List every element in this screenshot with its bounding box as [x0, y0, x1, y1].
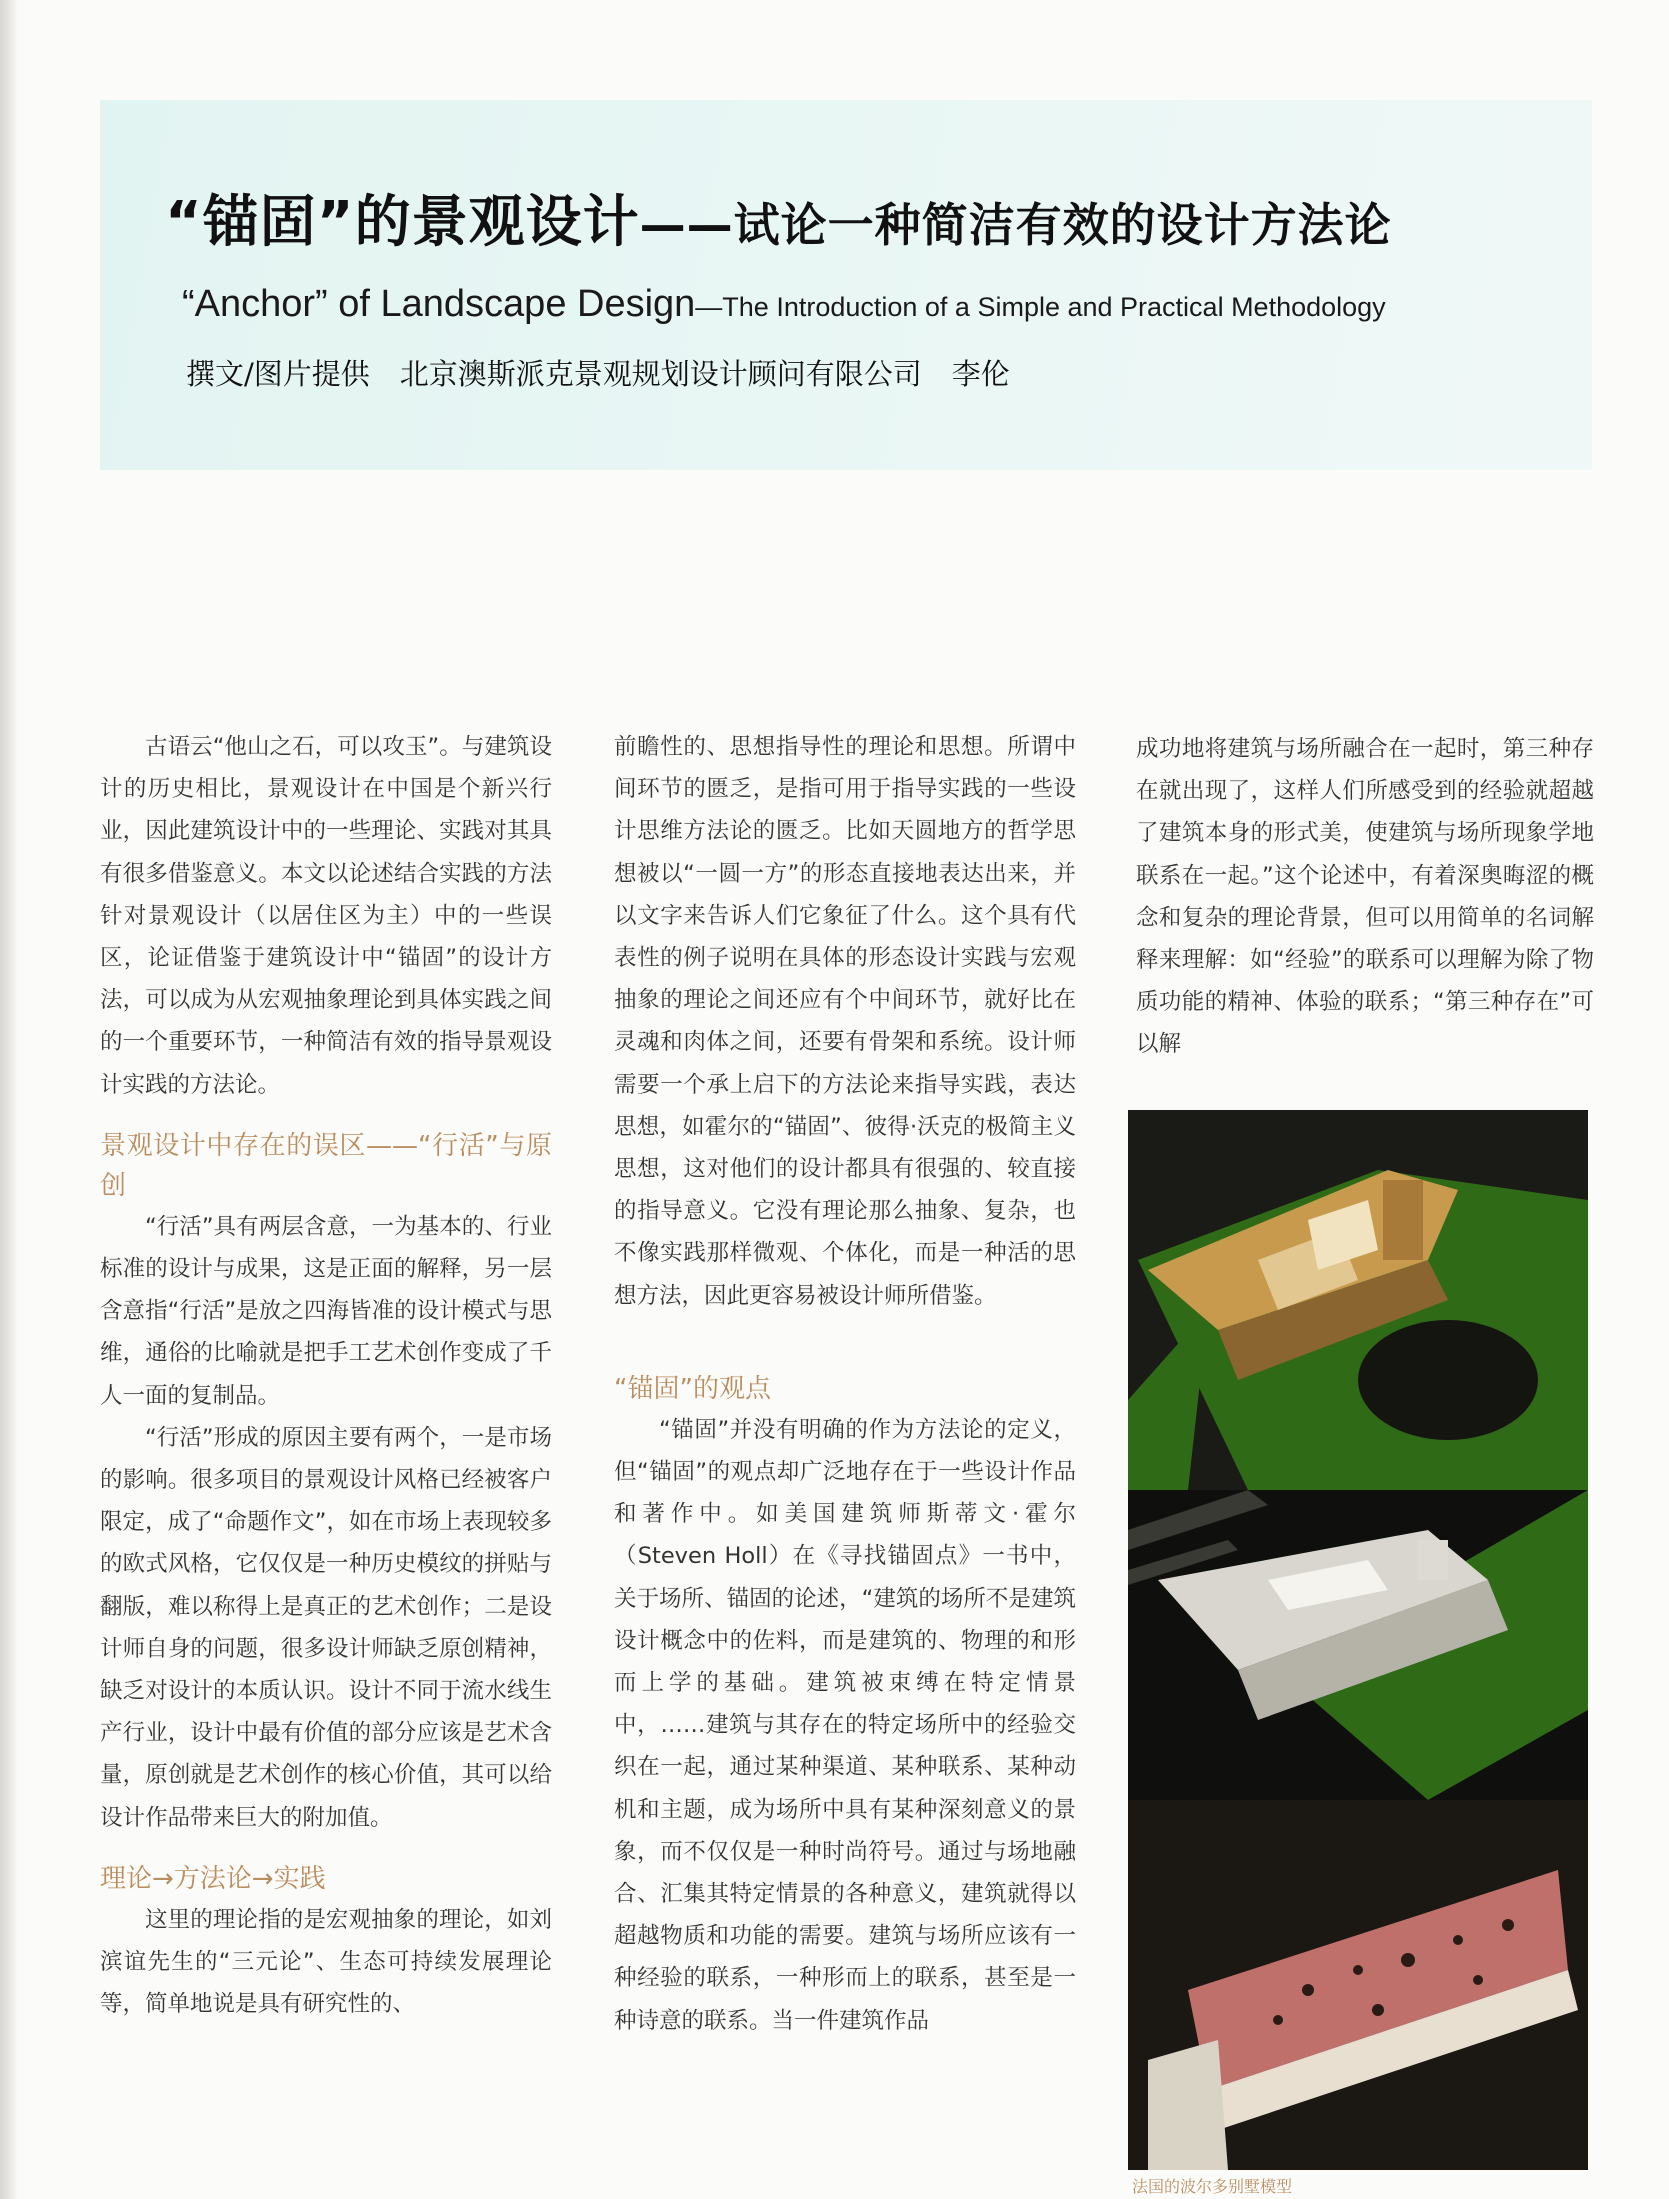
- byline-org: 北京澳斯派克景观规划设计顾问有限公司: [399, 357, 922, 391]
- byline-role: 撰文/图片提供: [186, 357, 370, 391]
- title-subtitle: ——试论一种简洁有效的设计方法论: [639, 198, 1392, 252]
- title-main: “锚固”的景观设计: [165, 190, 640, 255]
- model-photos: [1128, 1110, 1588, 2170]
- section-heading: “锚固”的观点: [614, 1373, 771, 1404]
- text-column-2: [614, 726, 1076, 2042]
- title-en-subtitle: —The Introduction of a Simple and Practical Methodology: [695, 292, 1386, 322]
- paragraph: 这里的理论指的是宏观抽象的理论，如刘滨谊先生的“三元论”、生态可持续发展理论等，简单地说是具有研究性的、: [100, 1906, 552, 2018]
- title-en-main: “Anchor” of Landscape Design: [182, 283, 696, 325]
- paragraph: 成功地将建筑与场所融合在一起时，第三种存在就出现了，这样人们所感受到的经验就超越了建筑本身的形式美，使建筑与场所现象学地联系在一起。”这个论述中，有着深奥晦涩的概念和复杂的理论背景，但可以用简单的名词解释来理解：如“经验”的联系可以理解为除了物质功能的精神、体验的联系；“第三种存在”可以解: [1136, 736, 1594, 1058]
- bordeaux-villa-model-image: [1128, 1110, 1588, 2170]
- text-column-1: [100, 726, 552, 2025]
- figure-caption: 法国的波尔多别墅模型: [1132, 2177, 1293, 2196]
- section-heading: 景观设计中存在的误区——“行活”与原创: [100, 1130, 552, 1201]
- byline-author: 李伦: [951, 357, 1010, 391]
- paragraph: “锚固”并没有明确的作为方法论的定义，但“锚固”的观点却广泛地存在于一些设计作品和著作中。如美国建筑师斯蒂文·霍尔（Steven Holl）在《寻找锚固点》一书中，关于场所、锚固的论述，“建筑的场所不是建筑设计概念中的佐料，而是建筑的、物理的和形而上学的基础。建筑被束缚在特定情景中，……建筑与其存在的特定场所中的经验交织在一起，通过某种渠道、某种联系、某种动机和主题，成为场所中具有某种深刻意义的景象，而不仅仅是一种时尚符号。通过与场地融合、汇集其特定情景的各种意义，建筑就得以超越物质和功能的需要。建筑与场所应该有一种经验的联系，一种形而上的联系，甚至是一种诗意的联系。当一件建筑作品: [614, 1416, 1076, 2034]
- paragraph: 古语云“他山之石，可以攻玉”。与建筑设计的历史相比，景观设计在中国是个新兴行业，因此建筑设计中的一些理论、实践对其具有很多借鉴意义。本文以论述结合实践的方法针对景观设计（以居住区为主）中的一些误区，论证借鉴于建筑设计中“锚固”的设计方法，可以成为从宏观抽象理论到具体实践之间的一个重要环节，一种简洁有效的指导景观设计实践的方法论。: [100, 734, 552, 1098]
- text-column-3: [1136, 728, 1594, 1066]
- paragraph: “行活”形成的原因主要有两个，一是市场的影响。很多项目的景观设计风格已经被客户限定，成了“命题作文”，如在市场上表现较多的欧式风格，它仅仅是一种历史模纹的拼贴与翻版，难以称得上是真正的艺术创作；二是设计师自身的问题，很多设计师缺乏原创精神，缺乏对设计的本质认识。设计不同于流水线生产行业，设计中最有价值的部分应该是艺术含量，原创就是艺术创作的核心价值，其可以给设计作品带来巨大的附加值。: [100, 1424, 552, 1831]
- article-title-cn: [165, 178, 1585, 258]
- article-title-en: [182, 283, 1582, 326]
- paragraph: “行活”具有两层含意，一为基本的、行业标准的设计与成果，这是正面的解释，另一层含意指“行活”是放之四海皆准的设计模式与思维，通俗的比喻就是把手工艺术创作变成了千人一面的复制品。: [100, 1213, 552, 1409]
- byline: [186, 352, 1586, 393]
- section-heading: 理论→方法论→实践: [100, 1863, 326, 1894]
- paragraph: 前瞻性的、思想指导性的理论和思想。所谓中间环节的匮乏，是指可用于指导实践的一些设计思维方法论的匮乏。比如天圆地方的哲学思想被以“一圆一方”的形态直接地表达出来，并以文字来告诉人们它象征了什么。这个具有代表性的例子说明在具体的形态设计实践与宏观抽象的理论之间还应有个中间环节，就好比在灵魂和肉体之间，还要有骨架和系统。设计师需要一个承上启下的方法论来指导实践，表达思想，如霍尔的“锚固”、彼得·沃克的极简主义思想，这对他们的设计都具有很强的、较直接的指导意义。它没有理论那么抽象、复杂，也不像实践那样微观、个体化，而是一种活的思想方法，因此更容易被设计师所借鉴。: [614, 734, 1076, 1309]
- binding-shadow: [0, 0, 18, 2199]
